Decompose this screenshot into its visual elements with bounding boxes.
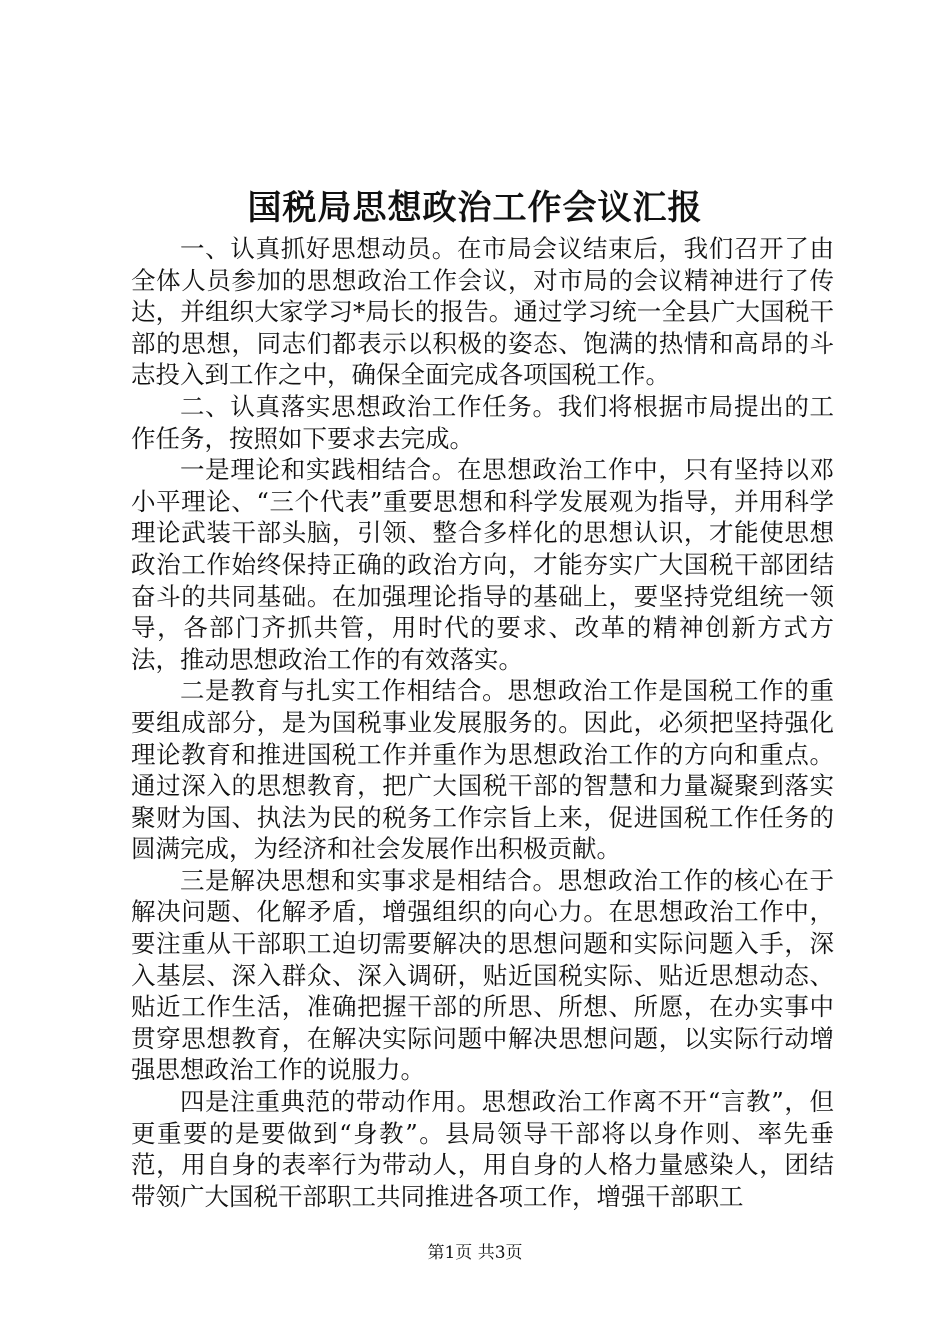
- paragraph-2: 二、认真落实思想政治工作任务。我们将根据市局提出的工作任务，按照如下要求去完成。: [131, 391, 834, 453]
- paragraph-3: 一是理论和实践相结合。在思想政治工作中，只有坚持以邓小平理论、“三个代表”重要思想和科学发展观为指导，并用科学理论武装干部头脑，引领、整合多样化的思想认识，才能使思想政治工作始终保持正确的政治方向，才能夯实广大国税干部团结奋斗的共同基础。在加强理论指导的基础上，要坚持党组统一领导，各部门齐抓共管，用时代的要求、改革的精神创新方式方法，推动思想政治工作的有效落实。: [131, 455, 834, 674]
- document-title: 国税局思想政治工作会议汇报: [247, 188, 703, 228]
- paragraph-1: 一、认真抓好思想动员。在市局会议结束后，我们召开了由全体人员参加的思想政治工作会议，对市局的会议精神进行了传达，并组织大家学习*局长的报告。通过学习统一全县广大国税干部的思想，同志们都表示以积极的姿态、饱满的热情和高昂的斗志投入到工作之中，确保全面完成各项国税工作。: [131, 234, 834, 390]
- paragraph-5: 三是解决思想和实事求是相结合。思想政治工作的核心在于解决问题、化解矛盾，增强组织的向心力。在思想政治工作中，要注重从干部职工迫切需要解决的思想问题和实际问题入手，深入基层、深入群众、深入调研，贴近国税实际、贴近思想动态、贴近工作生活，准确把握干部的所思、所想、所愿，在办实事中贯穿思想教育，在解决实际问题中解决思想问题，以实际行动增强思想政治工作的说服力。: [131, 865, 834, 1085]
- document-body: [131, 233, 834, 1212]
- paragraph-6: 四是注重典范的带动作用。思想政治工作离不开“言教”，但更重要的是要做到“身教”。县局领导干部将以身作则、率先垂范，用自身的表率行为带动人，用自身的人格力量感染人，团结带领广大国税干部职工共同推进各项工作，增强干部职工: [131, 1087, 834, 1211]
- paragraph-4: 二是教育与扎实工作相结合。思想政治工作是国税工作的重要组成部分，是为国税事业发展服务的。因此，必须把坚持强化理论教育和推进国税工作并重作为思想政治工作的方向和重点。通过深入的思想教育，把广大国税干部的智慧和力量凝聚到落实聚财为国、执法为民的税务工作宗旨上来，促进国税工作任务的圆满完成，为经济和社会发展作出积极贡献。: [131, 676, 834, 864]
- page-footer: 第1页 共3页: [427, 1243, 523, 1263]
